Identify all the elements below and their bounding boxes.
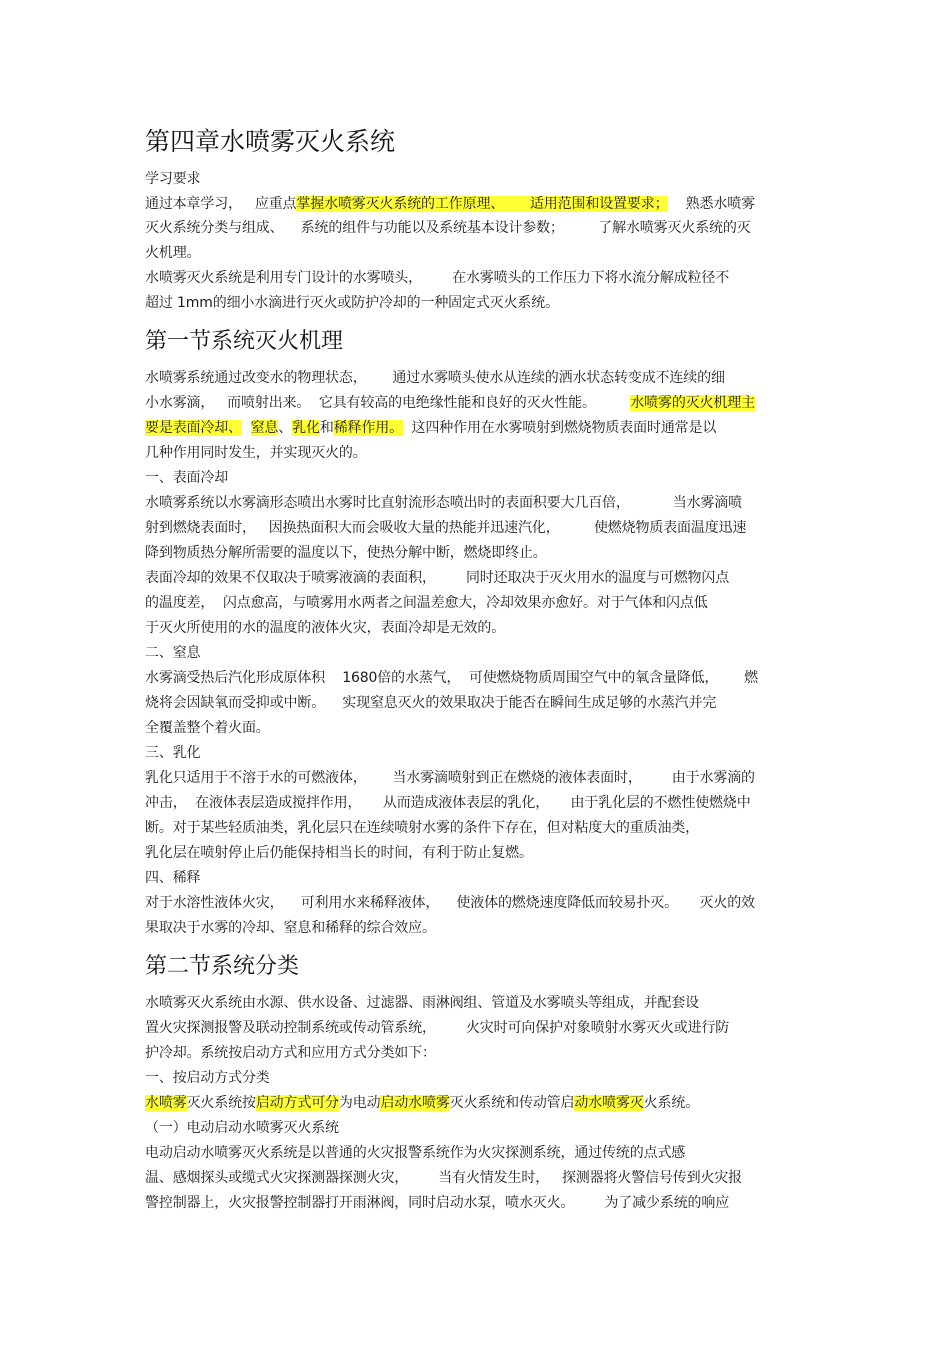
subheading: 四、稀释	[145, 870, 201, 886]
section-title: 第一节系统灭火机理	[145, 329, 344, 354]
text-line: 水喷雾灭火系统是利用专门设计的水雾喷头， 在水雾喷头的工作压力下将水流分解成粒径不	[145, 270, 730, 286]
highlight-run: 水喷雾的灭火机理主	[630, 395, 755, 411]
text-line: 水雾滴受热后汽化形成原体积 1680倍的水蒸气， 可使燃烧物质周围空气中的氧含量降低， 燃	[145, 670, 758, 686]
highlight-run: 启动方式可分	[255, 1095, 339, 1111]
text-run: 火系统。	[643, 1095, 700, 1111]
text-line: 火机理。	[145, 245, 201, 261]
highlight-run: 启动水喷雾	[380, 1095, 450, 1111]
text-line: 护冷却。系统按启动方式和应用方式分类如下：	[145, 1045, 436, 1061]
text-run: 灭火系统和传动管启	[449, 1095, 575, 1111]
text-line: 射到燃烧表面时， 因换热面积大而会吸收大量的热能并迅速汽化， 使燃烧物质表面温度迅速	[145, 520, 747, 536]
highlight-run: 水喷雾	[145, 1095, 187, 1111]
highlight-run: 掌握水喷雾灭火系统的工作原理、 适用范围和设置要求；	[296, 196, 669, 212]
text-line: 水喷雾系统通过改变水的物理状态， 通过水雾喷头使水从连续的洒水状态转变成不连续的细	[145, 370, 725, 386]
text-line: 温、感烟探头或缆式火灾探测器探测火灾， 当有火情发生时， 探测器将火警信号传到火灾报	[145, 1170, 742, 1186]
highlight-run: 要是表面冷却、	[145, 420, 242, 436]
text-line	[145, 394, 755, 412]
text-line: 乳化只适用于不溶于水的可燃液体， 当水雾滴喷射到正在燃烧的液体表面时， 由于水雾滴的	[145, 770, 755, 786]
highlight-run: 动水喷雾灭	[574, 1095, 644, 1111]
text-line: 的温度差， 闪点愈高，与喷雾用水两者之间温差愈大，冷却效果亦愈好。对于气体和闪点低	[145, 595, 708, 611]
text-line: 灭火系统分类与组成、 系统的组件与功能以及系统基本设计参数； 了解水喷雾灭火系统的灭	[145, 220, 751, 236]
text-run: 为电动	[338, 1095, 381, 1111]
text-run	[242, 420, 251, 436]
section-title: 第二节系统分类	[145, 954, 300, 979]
highlight-run: 窒息	[250, 420, 279, 436]
text-run: 灭火系统按	[186, 1095, 256, 1111]
highlight-run: 稀释作用。	[333, 420, 403, 436]
text-line: 于灭火所使用的水的温度的液体火灾，表面冷却是无效的。	[145, 620, 506, 636]
subheading: （一）电动启动水喷雾灭火系统	[145, 1120, 339, 1136]
text-line: 电动启动水喷雾灭火系统是以普通的火灾报警系统作为火灾探测系统，通过传统的点式感	[145, 1145, 686, 1161]
text-line: 水喷雾灭火系统由水源、供水设备、过滤器、雨淋阀组、管道及水雾喷头等组成，并配套设	[145, 995, 699, 1011]
text-run: 小水雾滴， 而喷射出来。 它具有较高的电绝缘性能和良好的灭火性能。	[145, 395, 631, 411]
chapter-title: 第四章水喷雾灭火系统	[145, 127, 396, 156]
text-line: 全覆盖整个着火面。	[145, 720, 270, 736]
text-run: 这四种作用在水雾喷射到燃烧物质表面时通常是以	[402, 420, 717, 436]
highlight-run: 乳化	[292, 420, 320, 436]
text-line: 冲击， 在液体表层造成搅拌作用， 从而造成液体表层的乳化， 由于乳化层的不燃性使燃烧中	[145, 795, 751, 811]
subheading: 一、按启动方式分类	[145, 1070, 270, 1086]
text-run: 熟悉水喷雾	[668, 196, 755, 212]
text-line: 几种作用同时发生，并实现灭火的。	[145, 445, 367, 461]
text-line: 降到物质热分解所需要的温度以下，使热分解中断，燃烧即终止。	[145, 545, 547, 561]
text-line: 警控制器上，火灾报警控制器打开雨淋阀，同时启动水泵，喷水灭火。 为了减少系统的响应	[145, 1195, 730, 1211]
text-line: 断。对于某些轻质油类，乳化层只在连续喷射水雾的条件下存在，但对粘度大的重质油类，	[145, 820, 699, 836]
text-line: 对于水溶性液体火灾， 可利用水来稀释液体， 使液体的燃烧速度降低而较易扑灭。 灭火的效	[145, 895, 755, 911]
text-run: 通过本章学习， 应重点	[145, 196, 297, 212]
subheading: 三、乳化	[145, 745, 201, 761]
text-line: 超过 1mm的细小水滴进行灭火或防护冷却的一种固定式灭火系统。	[145, 295, 559, 311]
text-line: 果取决于水雾的冷却、窒息和稀释的综合效应。	[145, 920, 436, 936]
text-line: 水喷雾系统以水雾滴形态喷出水雾时比直射流形态喷出时的表面积要大几百倍， 当水雾滴喷	[145, 495, 742, 511]
subheading: 二、窒息	[145, 645, 201, 661]
text-line: 置火灾探测报警及联动控制系统或传动管系统， 火灾时可向保护对象喷射水雾灭火或进行防	[145, 1020, 730, 1036]
text-line: 学习要求	[145, 171, 201, 187]
text-line: 烧将会因缺氧而受抑或中断。 实现窒息灭火的效果取决于能否在瞬间生成足够的水蒸汽并完	[145, 695, 717, 711]
subheading: 一、表面冷却	[145, 470, 229, 486]
text-run: 、	[278, 420, 293, 436]
text-line: 乳化层在喷射停止后仍能保持相当长的时间，有利于防止复燃。	[145, 845, 533, 861]
text-line	[145, 195, 755, 213]
text-line: 表面冷却的效果不仅取决于喷雾液滴的表面积， 同时还取决于灭火用水的温度与可燃物闪点	[145, 570, 730, 586]
text-line	[145, 1094, 699, 1112]
text-line	[145, 419, 716, 437]
text-run: 和	[319, 420, 334, 436]
